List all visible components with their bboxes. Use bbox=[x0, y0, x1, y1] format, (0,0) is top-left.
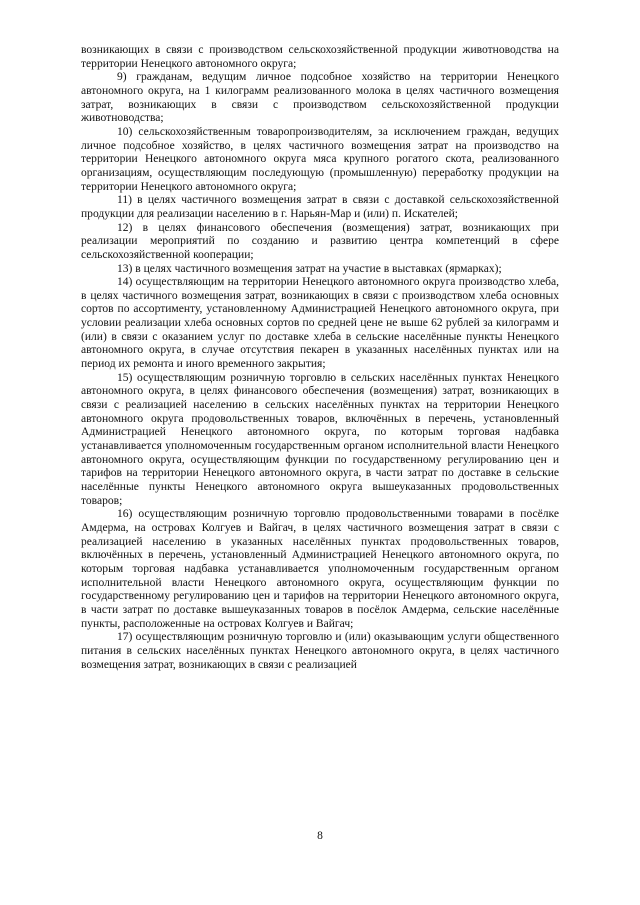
paragraph-continuation: возникающих в связи с производством сельскохозяйственной продукции животноводства на территории Ненецкого автономного округа; bbox=[81, 44, 559, 70]
paragraph-item-15: 15) осуществляющим розничную торговлю в сельских населённых пунктах Ненецкого автономного округа, в целях финансового обеспечения (возмещения) затрат, возникающих в связи с реализацией населению в сельских населённых пунктах на территории Ненецкого автономного округа продовольственных товаров, включённых в перечень, установленный Администрацией Ненецкого автономного округа, по которым торговая надбавка устанавливается уполномоченным государственным органом исполнительной власти Ненецкого автономного округа, осуществляющим функции по государственному регулированию цен и тарифов на территории Ненецкого автономного округа, в части затрат по доставке в сельские населённые пункты Ненецкого автономного округа вышеуказанных продовольственных товаров; bbox=[81, 371, 559, 507]
paragraph-item-13: 13) в целях частичного возмещения затрат на участие в выставках (ярмарках); bbox=[117, 262, 502, 275]
body-text bbox=[81, 44, 559, 672]
paragraph-item-9: 9) гражданам, ведущим личное подсобное хозяйство на территории Ненецкого автономного округа, на 1 килограмм реализованного молока в целях частичного возмещения затрат, возникающих в связи с производством сельскохозяйственной продукции животноводства; bbox=[81, 71, 559, 125]
paragraph-item-12: 12) в целях финансового обеспечения (возмещения) затрат, возникающих при реализации мероприятий по созданию и развитию центра компетенций в сфере сельскохозяйственной кооперации; bbox=[81, 221, 559, 261]
paragraph-item-11: 11) в целях частичного возмещения затрат в связи с доставкой сельскохозяйственной продукции для реализации населению в г. Нарьян-Мар и (или) п. Искателей; bbox=[81, 194, 559, 220]
paragraph-item-14: 14) осуществляющим на территории Ненецкого автономного округа производство хлеба, в целях частичного возмещения затрат, возникающих в связи с производством хлеба основных сортов по ассортименту, установленному Администрацией Ненецкого автономного округа, при условии реализации хлеба основных сортов по средней цене не выше 62 рублей за килограмм и (или) в связи с оказанием услуг по доставке хлеба в сельские населённые пункты Ненецкого автономного округа, в случае отсутствия пекарен в указанных населённых пунктах или на период их ремонта и иного временного закрытия; bbox=[81, 276, 559, 371]
paragraph-item-17: 17) осуществляющим розничную торговлю и (или) оказывающим услуги общественного питания в сельских населённых пунктах Ненецкого автономного округа, в целях частичного возмещения затрат, возникающих в связи с реализацией bbox=[81, 631, 559, 671]
page-number: 8 bbox=[317, 830, 323, 842]
paragraph-item-16: 16) осуществляющим розничную торговлю продовольственными товарами в посёлке Амдерма, на островах Колгуев и Вайгач, в целях частичного возмещения затрат в связи с реализацией населению в указанных населённых пунктах продовольственных товаров, включённых в перечень, установленный Администрацией Ненецкого автономного округа, по которым торговая надбавка устанавливается уполномоченным государственным органом исполнительной власти Ненецкого автономного округа, осуществляющим функции по государственному регулированию цен и тарифов на территории Ненецкого автономного округа, в части затрат по доставке вышеуказанных товаров в посёлок Амдерма, сельские населённые пункты, расположенные на островах Колгуев и Вайгач; bbox=[81, 508, 559, 630]
paragraph-item-10: 10) сельскохозяйственным товаропроизводителям, за исключением граждан, ведущих личное подсобное хозяйство, в целях частичного возмещения затрат на производство на территории Ненецкого автономного округа мяса крупного рогатого скота, реализованного организациям, осуществляющим последующую (промышленную) переработку продукции на территории Ненецкого автономного округа; bbox=[81, 125, 559, 193]
